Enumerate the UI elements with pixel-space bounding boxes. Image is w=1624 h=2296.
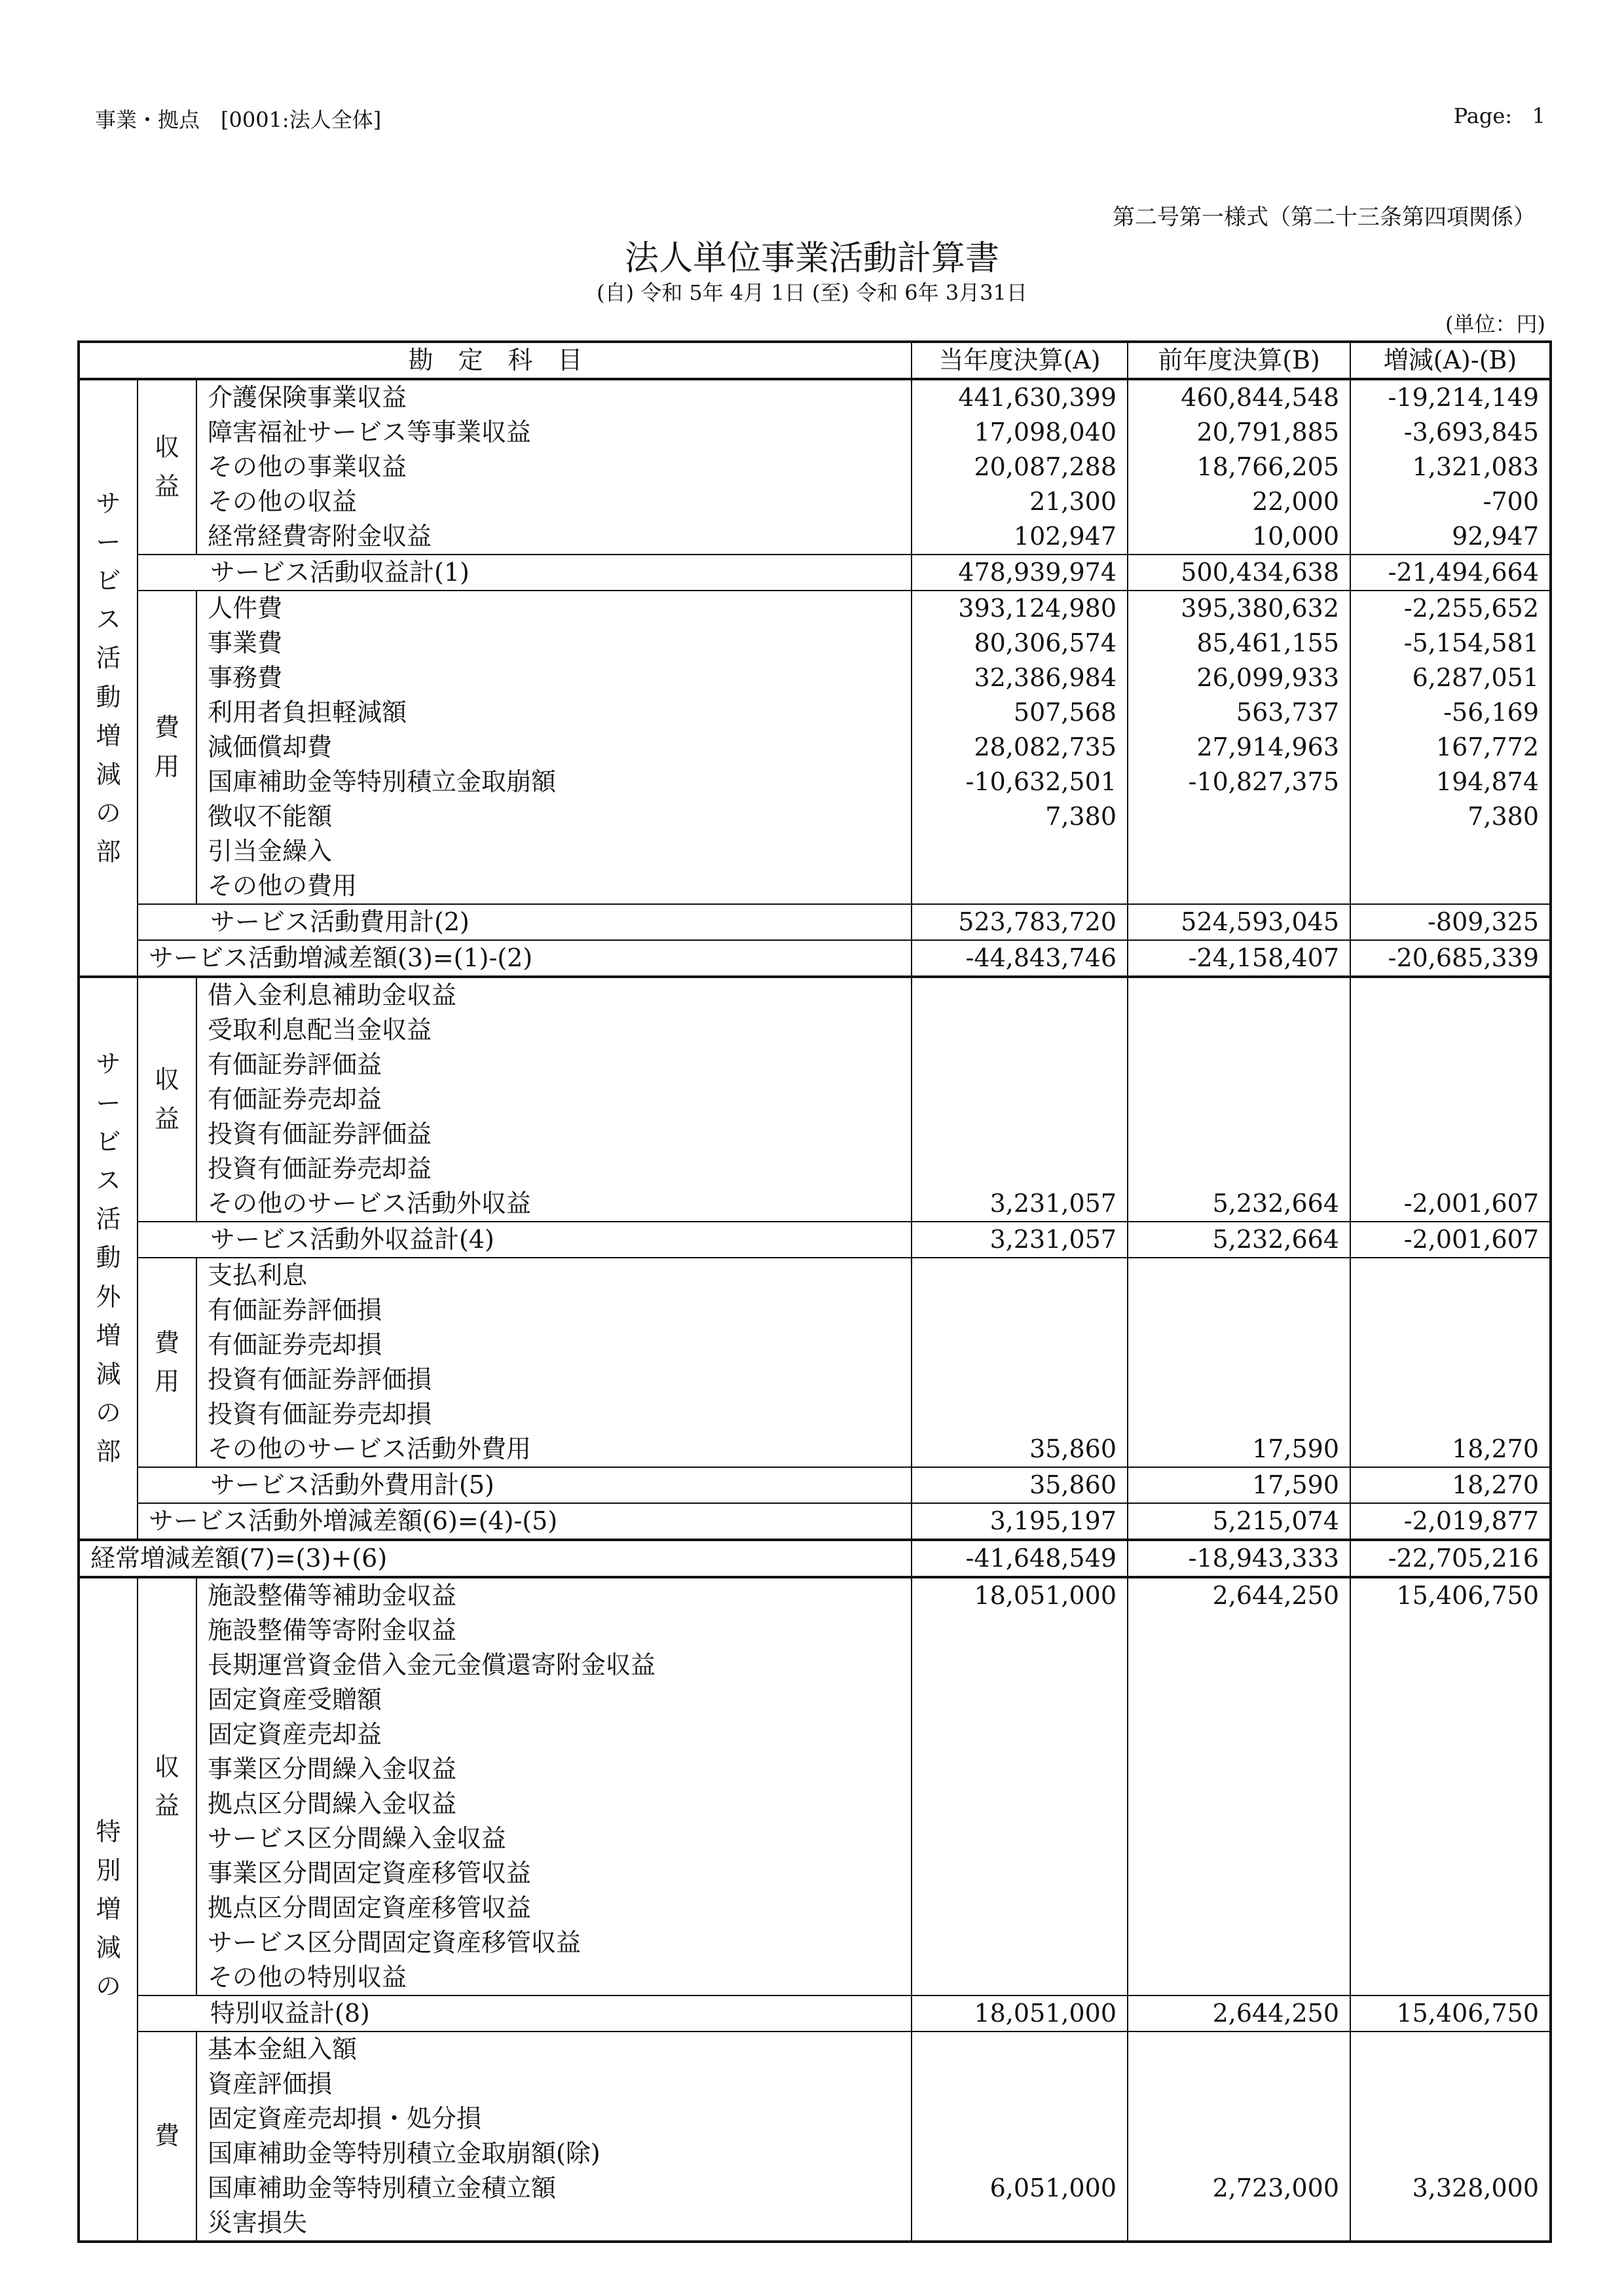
value-diff: 1,321,083 — [1412, 452, 1540, 481]
row-label: 国庫補助金等特別積立金取崩額(除) — [196, 2136, 912, 2171]
row-label: サービス区分間繰入金収益 — [196, 1821, 912, 1856]
row-label: 特別収益計(8) — [138, 1995, 912, 2032]
table-row — [79, 1960, 1551, 1995]
row-label: その他のサービス活動外費用 — [196, 1432, 912, 1467]
value-current — [912, 1362, 1128, 1397]
value-previous: 5,215,074 — [1128, 1503, 1350, 1540]
value-diff: -5,154,581 — [1403, 629, 1540, 657]
value-diff — [1350, 1117, 1551, 1152]
group-service-income — [138, 379, 196, 555]
value-current: 35,860 — [912, 1432, 1128, 1467]
value-previous — [1128, 1258, 1350, 1293]
table-row — [79, 379, 1551, 415]
value-diff — [1350, 1152, 1551, 1186]
value-current: 7,380 — [912, 799, 1128, 834]
section-service — [79, 379, 138, 977]
row-label: 投資有価証券売却損 — [196, 1397, 912, 1432]
value-previous — [1128, 2032, 1350, 2067]
value-diff — [1350, 1048, 1551, 1082]
value-diff: 6,287,051 — [1412, 663, 1540, 692]
group-nonservice-expense-text: 費 用 — [154, 1328, 179, 1396]
row-label: 利用者負担軽減額 — [196, 695, 912, 730]
value-diff — [1350, 1891, 1551, 1925]
value-current — [912, 1258, 1128, 1293]
table-header-row — [79, 342, 1551, 379]
group-nonservice-expense — [138, 1258, 196, 1467]
table-row — [79, 2067, 1551, 2102]
table-row — [79, 834, 1551, 869]
row-label: 固定資産売却益 — [196, 1717, 912, 1752]
value-current — [912, 1717, 1128, 1752]
value-diff — [1350, 2032, 1551, 2067]
table-row — [79, 1293, 1551, 1328]
value-previous: 5,232,664 — [1128, 1222, 1350, 1258]
value-previous — [1128, 1925, 1350, 1960]
value-diff — [1350, 1293, 1551, 1328]
row-label: 人件費 — [196, 591, 912, 626]
table-row — [79, 1258, 1551, 1293]
value-diff: 3,328,000 — [1412, 2174, 1540, 2202]
value-current: 21,300 — [912, 484, 1128, 519]
value-current: 18,051,000 — [912, 1577, 1128, 1613]
value-previous: 2,723,000 — [1128, 2171, 1350, 2206]
row-label: 有価証券売却益 — [196, 1082, 912, 1117]
table-row — [79, 1013, 1551, 1048]
value-current: 478,939,974 — [912, 555, 1128, 591]
row-label: その他の収益 — [196, 484, 912, 519]
value-diff — [1350, 1013, 1551, 1048]
value-current: 28,082,735 — [912, 730, 1128, 765]
value-previous — [1128, 1293, 1350, 1328]
row-label: その他の特別収益 — [196, 1960, 912, 1995]
table-row — [79, 661, 1551, 695]
row-label: 徴収不能額 — [196, 799, 912, 834]
row-label: その他の事業収益 — [196, 450, 912, 484]
group-special-expense — [138, 2032, 196, 2242]
row-label: 国庫補助金等特別積立金積立額 — [196, 2171, 912, 2206]
value-previous — [1128, 1960, 1350, 1995]
value-diff: -22,705,216 — [1350, 1540, 1551, 1577]
value-previous — [1128, 1787, 1350, 1821]
value-previous — [1128, 834, 1350, 869]
row-label: 投資有価証券評価損 — [196, 1362, 912, 1397]
row-label: サービス区分間固定資産移管収益 — [196, 1925, 912, 1960]
row-label: 基本金組入額 — [196, 2032, 912, 2067]
value-current: 32,386,984 — [912, 661, 1128, 695]
row-label: 経常経費寄附金収益 — [196, 519, 912, 555]
value-previous: 27,914,963 — [1128, 730, 1350, 765]
value-previous: 18,766,205 — [1128, 450, 1350, 484]
group-special-income — [138, 1577, 196, 1995]
row-label: 災害損失 — [196, 2206, 912, 2242]
value-diff — [1350, 1258, 1551, 1293]
table-row — [79, 1717, 1551, 1752]
row-label: 障害福祉サービス等事業収益 — [196, 415, 912, 450]
value-current: 17,098,040 — [912, 415, 1128, 450]
table-row — [79, 1856, 1551, 1891]
value-diff — [1350, 834, 1551, 869]
value-previous — [1128, 1752, 1350, 1787]
row-label: 受取利息配当金収益 — [196, 1013, 912, 1048]
value-current — [912, 1891, 1128, 1925]
value-previous — [1128, 1117, 1350, 1152]
header-entity: 事業・拠点 [0001:法人全体] — [95, 107, 382, 132]
value-diff — [1350, 1613, 1551, 1648]
value-current: -44,843,746 — [912, 940, 1128, 977]
value-current: 80,306,574 — [912, 626, 1128, 661]
document-title: 法人単位事業活動計算書 — [624, 239, 999, 278]
value-previous: -24,158,407 — [1128, 940, 1350, 977]
value-diff: -809,325 — [1350, 904, 1551, 940]
table-row — [79, 1821, 1551, 1856]
group-service-expense-text: 費 用 — [154, 713, 179, 781]
value-diff — [1350, 1648, 1551, 1683]
row-label: 支払利息 — [196, 1258, 912, 1293]
row-label: 事業区分間繰入金収益 — [196, 1752, 912, 1787]
value-diff: -3,693,845 — [1403, 418, 1540, 446]
value-current: 102,947 — [912, 519, 1128, 555]
value-previous: -18,943,333 — [1128, 1540, 1350, 1577]
value-diff: -2,255,652 — [1350, 591, 1551, 626]
value-diff — [1350, 1328, 1551, 1362]
value-previous — [1128, 1648, 1350, 1683]
value-previous — [1128, 1013, 1350, 1048]
value-previous: 2,644,250 — [1128, 1995, 1350, 2032]
table-row — [79, 1925, 1551, 1960]
value-previous — [1128, 1082, 1350, 1117]
value-diff: 15,406,750 — [1350, 1577, 1551, 1613]
table-row — [79, 1432, 1551, 1467]
value-previous — [1128, 1362, 1350, 1397]
value-previous — [1128, 1856, 1350, 1891]
value-previous — [1128, 2136, 1350, 2171]
value-diff: 92,947 — [1452, 522, 1540, 551]
table-row — [79, 977, 1551, 1013]
value-previous: 395,380,632 — [1128, 591, 1350, 626]
value-current — [912, 1613, 1128, 1648]
value-diff: -2,019,877 — [1350, 1503, 1551, 1540]
value-current: 441,630,399 — [912, 379, 1128, 415]
row-label: サービス活動増減差額(3)=(1)-(2) — [138, 940, 912, 977]
value-current — [912, 2102, 1128, 2136]
col-previous: 前年度決算(B) — [1128, 342, 1350, 379]
value-current — [912, 2067, 1128, 2102]
table-row — [79, 1397, 1551, 1432]
value-current — [912, 1293, 1128, 1328]
value-diff — [1350, 1856, 1551, 1891]
table-row — [79, 1503, 1551, 1540]
row-label: 引当金繰入 — [196, 834, 912, 869]
table-row — [79, 415, 1551, 450]
value-current — [912, 2136, 1128, 2171]
row-label: 施設整備等寄附金収益 — [196, 1613, 912, 1648]
value-diff: -2,001,607 — [1350, 1222, 1551, 1258]
col-current: 当年度決算(A) — [912, 342, 1128, 379]
value-current: 3,231,057 — [912, 1186, 1128, 1222]
table-row — [79, 519, 1551, 555]
value-previous: 2,644,250 — [1128, 1577, 1350, 1613]
row-label: 介護保険事業収益 — [196, 379, 912, 415]
table-row — [79, 1362, 1551, 1397]
value-diff — [1350, 1787, 1551, 1821]
table-row — [79, 2206, 1551, 2242]
row-label: その他のサービス活動外収益 — [196, 1186, 912, 1222]
value-previous: 460,844,548 — [1128, 379, 1350, 415]
unit-label: (単位：円) — [1445, 312, 1545, 337]
group-service-expense — [138, 591, 196, 904]
value-current: 3,195,197 — [912, 1503, 1128, 1540]
value-current — [912, 1397, 1128, 1432]
table-row — [79, 869, 1551, 904]
section-nonservice — [79, 977, 138, 1540]
value-diff — [1350, 869, 1551, 904]
table-row — [79, 2136, 1551, 2171]
value-current — [912, 1856, 1128, 1891]
value-previous — [1128, 1683, 1350, 1717]
group-special-income-text: 収 益 — [154, 1752, 179, 1820]
row-label: 有価証券評価損 — [196, 1293, 912, 1328]
value-diff — [1350, 2136, 1551, 2171]
row-label: 国庫補助金等特別積立金取崩額 — [196, 765, 912, 799]
row-label: サービス活動外増減差額(6)=(4)-(5) — [138, 1503, 912, 1540]
value-current — [912, 1683, 1128, 1717]
value-current — [912, 834, 1128, 869]
value-previous — [1128, 2102, 1350, 2136]
row-label: 借入金利息補助金収益 — [196, 977, 912, 1013]
value-previous — [1128, 799, 1350, 834]
period: (自) 令和 5年 4月 1日 (至) 令和 6年 3月31日 — [597, 280, 1027, 305]
value-previous: 500,434,638 — [1128, 555, 1350, 591]
row-label: 有価証券評価益 — [196, 1048, 912, 1082]
value-current — [912, 1648, 1128, 1683]
group-nonservice-income-text: 収 益 — [154, 1065, 179, 1133]
value-previous: 20,791,885 — [1128, 415, 1350, 450]
row-label: 減価償却費 — [196, 730, 912, 765]
table-row — [79, 1613, 1551, 1648]
value-diff: 18,270 — [1350, 1467, 1551, 1503]
group-service-income-text: 収 益 — [154, 433, 179, 501]
value-current — [912, 1013, 1128, 1048]
value-current — [912, 2032, 1128, 2067]
value-diff — [1350, 1925, 1551, 1960]
value-current: 18,051,000 — [912, 1995, 1128, 2032]
value-diff — [1350, 1683, 1551, 1717]
value-previous — [1128, 1328, 1350, 1362]
row-label: 拠点区分間繰入金収益 — [196, 1787, 912, 1821]
row-label: 固定資産売却損・処分損 — [196, 2102, 912, 2136]
row-label: 長期運営資金借入金元金償還寄附金収益 — [196, 1648, 912, 1683]
row-label: サービス活動収益計(1) — [138, 555, 912, 591]
table-row — [79, 1082, 1551, 1117]
value-diff: -700 — [1483, 487, 1540, 516]
row-label: 投資有価証券評価益 — [196, 1117, 912, 1152]
table-row — [79, 1048, 1551, 1082]
value-current — [912, 1960, 1128, 1995]
value-current: 6,051,000 — [912, 2171, 1128, 2206]
value-diff: -20,685,339 — [1350, 940, 1551, 977]
value-diff — [1350, 1397, 1551, 1432]
table-row — [79, 1995, 1551, 2032]
row-label: 拠点区分間固定資産移管収益 — [196, 1891, 912, 1925]
value-previous: 17,590 — [1128, 1467, 1350, 1503]
value-previous — [1128, 869, 1350, 904]
row-label: サービス活動費用計(2) — [138, 904, 912, 940]
value-current — [912, 977, 1128, 1013]
value-diff: 18,270 — [1452, 1434, 1540, 1463]
table-row — [79, 1787, 1551, 1821]
value-diff: 15,406,750 — [1350, 1995, 1551, 2032]
value-previous — [1128, 1613, 1350, 1648]
value-current — [912, 2206, 1128, 2242]
row-label: 事業費 — [196, 626, 912, 661]
table-row — [79, 940, 1551, 977]
value-previous: 26,099,933 — [1128, 661, 1350, 695]
table-row — [79, 1467, 1551, 1503]
value-current — [912, 1752, 1128, 1787]
row-label: 資産評価損 — [196, 2067, 912, 2102]
row-label: サービス活動外収益計(4) — [138, 1222, 912, 1258]
table-row — [79, 1152, 1551, 1186]
section-special-text: 特 別 増 減 の — [96, 1817, 121, 2001]
table-row — [79, 904, 1551, 940]
table-row — [79, 695, 1551, 730]
value-diff — [1350, 1752, 1551, 1787]
row-label: 有価証券売却損 — [196, 1328, 912, 1362]
value-diff — [1350, 1717, 1551, 1752]
value-previous: 10,000 — [1128, 519, 1350, 555]
value-current — [912, 1821, 1128, 1856]
value-current: 393,124,980 — [912, 591, 1128, 626]
table-row — [79, 1683, 1551, 1717]
value-diff: -56,169 — [1443, 698, 1540, 727]
table-row — [79, 1891, 1551, 1925]
value-previous: 17,590 — [1128, 1432, 1350, 1467]
value-current: 3,231,057 — [912, 1222, 1128, 1258]
table-row — [79, 591, 1551, 626]
value-previous — [1128, 2206, 1350, 2242]
value-current — [912, 1787, 1128, 1821]
table-row — [79, 1117, 1551, 1152]
table-row — [79, 1648, 1551, 1683]
value-previous: 22,000 — [1128, 484, 1350, 519]
row-label: 事業区分間固定資産移管収益 — [196, 1856, 912, 1891]
table-row — [79, 555, 1551, 591]
value-previous — [1128, 1048, 1350, 1082]
value-previous — [1128, 1397, 1350, 1432]
value-current — [912, 1048, 1128, 1082]
value-diff — [1350, 1082, 1551, 1117]
value-previous: 5,232,664 — [1128, 1186, 1350, 1222]
value-current: -10,632,501 — [912, 765, 1128, 799]
value-previous — [1128, 1821, 1350, 1856]
table-row — [79, 2032, 1551, 2067]
value-current — [912, 1152, 1128, 1186]
value-previous: 563,737 — [1128, 695, 1350, 730]
table-row — [79, 2171, 1551, 2206]
value-previous: -10,827,375 — [1128, 765, 1350, 799]
value-diff — [1350, 1362, 1551, 1397]
value-previous — [1128, 1891, 1350, 1925]
value-diff: -19,214,149 — [1388, 383, 1540, 412]
table-row — [79, 450, 1551, 484]
value-current: 35,860 — [912, 1467, 1128, 1503]
value-current — [912, 1328, 1128, 1362]
row-label: その他の費用 — [196, 869, 912, 904]
col-account: 勘 定 科 目 — [79, 342, 912, 379]
value-diff — [1350, 2102, 1551, 2136]
table-row — [79, 1752, 1551, 1787]
value-diff — [1350, 2067, 1551, 2102]
value-previous: 85,461,155 — [1128, 626, 1350, 661]
value-previous — [1128, 1152, 1350, 1186]
table-row — [79, 1577, 1551, 1613]
group-special-expense-text: 費 — [154, 2121, 179, 2151]
value-previous — [1128, 1717, 1350, 1752]
value-current — [912, 1117, 1128, 1152]
form-note: 第二号第一様式（第二十三条第四項関係） — [1113, 204, 1536, 230]
group-nonservice-income — [138, 977, 196, 1222]
value-current — [912, 1925, 1128, 1960]
value-previous — [1128, 977, 1350, 1013]
value-current — [912, 869, 1128, 904]
value-diff: 167,772 — [1435, 733, 1540, 761]
value-diff: 194,874 — [1435, 767, 1540, 796]
col-diff: 増減(A)-(B) — [1350, 342, 1551, 379]
value-current: 523,783,720 — [912, 904, 1128, 940]
page-number: 1 — [1532, 103, 1545, 128]
value-previous — [1128, 2067, 1350, 2102]
table-row — [79, 626, 1551, 661]
value-diff — [1350, 1821, 1551, 1856]
value-diff: 7,380 — [1467, 802, 1540, 831]
row-label: 事務費 — [196, 661, 912, 695]
section-nonservice-text: サ ー ビ ス 活 動 外 増 減 の 部 — [96, 1049, 121, 1467]
section-special — [79, 1577, 138, 2242]
value-current — [912, 1082, 1128, 1117]
table-row — [79, 1222, 1551, 1258]
row-label: 施設整備等補助金収益 — [196, 1577, 912, 1613]
table-row — [79, 1186, 1551, 1222]
value-diff — [1350, 977, 1551, 1013]
table-row — [79, 2102, 1551, 2136]
value-diff — [1350, 2206, 1551, 2242]
row-label: 経常増減差額(7)=(3)+(6) — [79, 1540, 912, 1577]
row-label: サービス活動外費用計(5) — [138, 1467, 912, 1503]
table-row — [79, 484, 1551, 519]
value-current: 507,568 — [912, 695, 1128, 730]
activity-statement-table — [77, 340, 1552, 2243]
row-label: 固定資産受贈額 — [196, 1683, 912, 1717]
value-current: 20,087,288 — [912, 450, 1128, 484]
value-diff — [1350, 1960, 1551, 1995]
section-service-text: サ ー ビ ス 活 動 増 減 の 部 — [96, 488, 121, 867]
value-previous: 524,593,045 — [1128, 904, 1350, 940]
row-label: 投資有価証券売却益 — [196, 1152, 912, 1186]
table-row — [79, 730, 1551, 765]
table-row — [79, 799, 1551, 834]
table-row — [79, 1328, 1551, 1362]
page-indicator — [1454, 103, 1545, 128]
table-row — [79, 1540, 1551, 1577]
page-label: Page: — [1453, 103, 1513, 128]
value-current: -41,648,549 — [912, 1540, 1128, 1577]
table-row — [79, 765, 1551, 799]
value-diff: -21,494,664 — [1350, 555, 1551, 591]
value-diff: -2,001,607 — [1403, 1189, 1540, 1218]
